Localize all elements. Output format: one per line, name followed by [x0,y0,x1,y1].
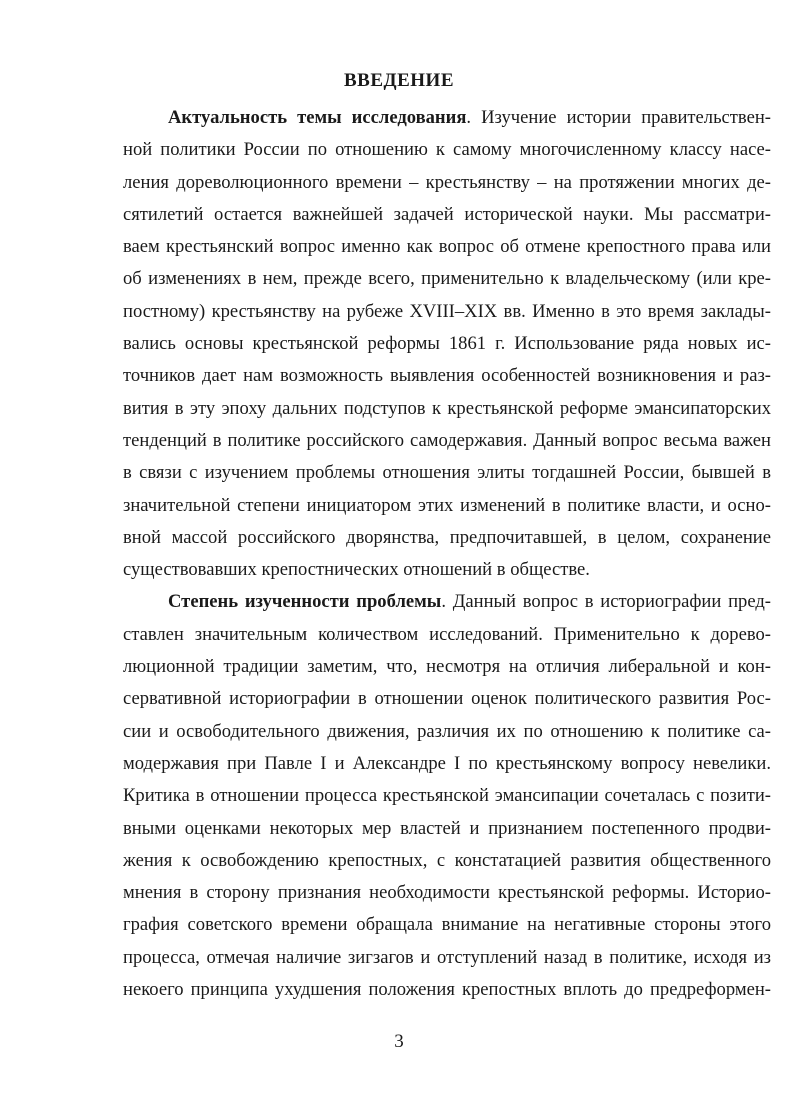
paragraph-line: об изменениях в нем, прежде всего, применительно к владельческому (или кре- [123,268,771,290]
paragraph-line: Актуальность темы исследования. Изучение истории правительствен- [168,107,771,128]
paragraph-line: ной политики России по отношению к самому многочисленному классу насе- [123,139,771,161]
paragraph-line: люционной традиции заметим, что, несмотря на отличия либеральной и кон- [123,656,771,678]
paragraph-line: вития в эту эпоху дальних подступов к крестьянской реформе эмансипаторских [123,397,771,419]
paragraph-line: процесса, отмечая наличие зигзагов и отступлений назад в политике, исходя из [123,946,771,968]
paragraph-line: постному) крестьянству на рубеже XVIII–XIX вв. Именно в это время заклады- [123,300,771,322]
paragraph-line: жения к освобождению крепостных, с констатацией развития общественного [123,849,771,871]
paragraph-line: ставлен значительным количеством исследований. Применительно к дорево- [123,623,771,645]
paragraph-lead: Степень изученности проблемы [168,591,442,613]
paragraph-line: графия советского времени обращала внимание на негативные стороны этого [123,914,771,936]
paragraph-line: сервативной историографии в отношении оценок политического развития Рос- [123,688,771,710]
paragraph-line: сии и освободительного движения, различия их по отношению к политике са- [123,720,771,742]
paragraph-line: тенденций в политике российского самодержавия. Данный вопрос весьма важен [123,429,771,451]
paragraph-line: вной массой российского дворянства, предпочитавшей, в целом, сохранение [123,526,771,548]
paragraph-line: вались основы крестьянской реформы 1861 г. Использование ряда новых ис- [123,333,771,355]
paragraph-line: модержавия при Павле I и Александре I по крестьянскому вопросу невелики. [123,752,771,774]
paragraph-line: Степень изученности проблемы. Данный вопрос в историографии пред- [168,591,771,613]
paragraph-line: ления дореволюционного времени – крестьянству – на протяжении многих де- [123,171,771,193]
paragraph-lead: Актуальность темы исследования [168,107,467,128]
paragraph-line: сятилетий остается важнейшей задачей исторической науки. Мы рассматри- [123,203,771,225]
paragraph-line: в связи с изучением проблемы отношения элиты тогдашней России, бывшей в [123,462,771,484]
paragraph-line: существовавших крепостнических отношений в обществе. [123,559,590,581]
paragraph-line: точников дает нам возможность выявления особенностей возникновения и раз- [123,365,771,387]
paragraph-line: значительной степени инициатором этих изменений в политике власти, и осно- [123,494,771,516]
paragraph-line: ваем крестьянский вопрос именно как вопрос об отмене крепостного права или [123,236,771,258]
section-heading: ВВЕДЕНИЕ [344,70,454,91]
paragraph-line: Критика в отношении процесса крестьянской эмансипации сочеталась с позити- [123,785,771,807]
paragraph-line: вными оценками некоторых мер властей и признанием постепенного продви- [123,817,771,839]
body-text [123,102,771,1006]
paragraph-line: некоего принципа ухудшения положения крепостных вплоть до предреформен- [123,979,771,1001]
paragraph-line: мнения в сторону признания необходимости крестьянской реформы. Историо- [123,882,771,904]
page-number: 3 [394,1031,404,1052]
